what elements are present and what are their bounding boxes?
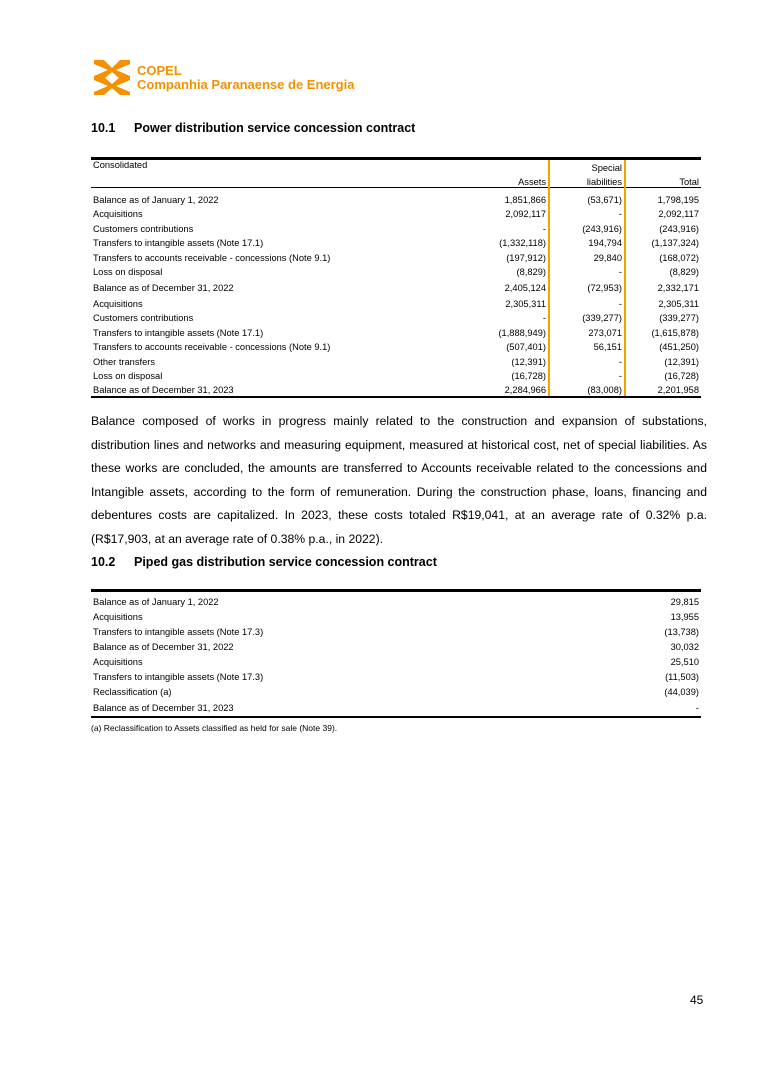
table-cell: (339,277) (549, 311, 625, 326)
table-cell: 56,151 (549, 340, 625, 355)
table-row (91, 610, 701, 625)
table-cell: (1,332,118) (481, 236, 549, 251)
table-cell: - (549, 265, 625, 280)
table-cell: 2,305,311 (658, 298, 699, 309)
table-cell: (11,503) (665, 672, 699, 682)
table-cell: - (481, 311, 549, 326)
table-cell: 2,332,171 (657, 283, 699, 293)
table-cell: (1,615,878) (651, 327, 699, 338)
table-row (91, 384, 701, 397)
table-cell: (8,829) (669, 267, 699, 278)
table-cell: Loss on disposal (93, 371, 163, 382)
table-cell: (168,072) (659, 252, 699, 263)
table-cell: Transfers to intangible assets (Note 17.3) (93, 627, 264, 637)
company-short-name: COPEL (137, 63, 182, 78)
table-row (91, 625, 701, 640)
table-row (91, 355, 701, 370)
brand-name (137, 64, 354, 92)
table-cell: (507,401) (481, 340, 549, 355)
section-heading-10-2 (91, 555, 437, 569)
table-row (91, 595, 701, 610)
table-cell: Acquisitions (93, 298, 143, 309)
table-cell: (44,039) (664, 687, 699, 697)
header-special-line2: liabilities (549, 173, 625, 188)
page-number: 45 (690, 993, 704, 1007)
table-cell: 2,092,117 (481, 207, 549, 222)
header-total: Total (625, 173, 701, 188)
copel-logo-icon (94, 60, 130, 95)
table-cell: (16,728) (481, 369, 549, 384)
table-cell: Balance as of January 1, 2022 (93, 194, 219, 205)
table-cell: Customers contributions (93, 223, 194, 234)
table-cell: (72,953) (549, 280, 625, 297)
table-cell: Balance as of December 31, 2023 (91, 700, 621, 717)
table-cell: 1,798,195 (657, 194, 699, 205)
power-distribution-table (91, 157, 701, 398)
piped-gas-table (91, 589, 701, 718)
table-cell: Transfers to intangible assets (Note 17.1) (93, 238, 264, 249)
table-header-row-2 (91, 173, 701, 188)
table-cell: Transfers to accounts receivable - concessions (Note 9.1) (93, 342, 331, 353)
table-cell: Balance as of December 31, 2023 (91, 384, 481, 397)
footnote: (a) Reclassification to Assets classified as held for sale (Note 39). (91, 723, 338, 733)
company-full-name: Companhia Paranaense de Energia (137, 77, 355, 92)
table-row (91, 265, 701, 280)
table-row (91, 685, 701, 700)
section-number: 10.2 (91, 555, 116, 569)
table-cell: 2,405,124 (481, 280, 549, 297)
table-cell: Loss on disposal (93, 267, 163, 278)
section-title: Piped gas distribution service concession contract (134, 555, 437, 569)
table-row (91, 297, 701, 312)
table-cell: 2,305,311 (481, 297, 549, 312)
table-cell: Customers contributions (93, 313, 194, 324)
table-cell: Balance as of December 31, 2022 (93, 642, 234, 652)
table-cell: (83,008) (549, 384, 625, 397)
table-row (91, 700, 701, 717)
table-cell: Balance as of December 31, 2022 (93, 283, 234, 293)
table-row (91, 326, 701, 341)
table-cell: (1,888,949) (481, 326, 549, 341)
header-special-line1: Special (549, 159, 625, 174)
table-cell: (1,137,324) (651, 238, 699, 249)
table-row (91, 280, 701, 297)
table-cell: Transfers to intangible assets (Note 17.3) (93, 672, 264, 682)
table-row (91, 222, 701, 237)
table-cell: 29,840 (549, 251, 625, 266)
table-cell: - (481, 222, 549, 237)
table-row (91, 311, 701, 326)
table-row (91, 251, 701, 266)
header-assets: Assets (481, 173, 549, 188)
table-cell: (243,916) (549, 222, 625, 237)
table-cell: 2,092,117 (658, 209, 699, 220)
table-row (91, 655, 701, 670)
table-cell: - (549, 297, 625, 312)
table-row (91, 640, 701, 655)
table-cell: (12,391) (481, 355, 549, 370)
table-cell: (451,250) (659, 342, 699, 353)
table-cell: - (549, 369, 625, 384)
section-title: Power distribution service concession contract (134, 121, 416, 135)
table-cell: (339,277) (659, 313, 699, 324)
table-cell: Acquisitions (93, 612, 143, 622)
table-row (91, 670, 701, 685)
table-cell: 2,201,958 (625, 384, 701, 397)
table-cell: Acquisitions (93, 657, 143, 667)
table-cell: Acquisitions (93, 209, 143, 220)
table-cell: 273,071 (549, 326, 625, 341)
table-cell: Other transfers (93, 356, 156, 367)
table-cell: 30,032 (670, 642, 699, 652)
table-cell: 2,284,966 (481, 384, 549, 397)
section-number: 10.1 (91, 121, 116, 135)
table-cell: (12,391) (664, 356, 699, 367)
table-cell: (197,912) (481, 251, 549, 266)
table-cell: 1,851,866 (481, 193, 549, 208)
section-heading-10-1 (91, 121, 415, 135)
header-consolidated: Consolidated (93, 160, 148, 170)
table-row (91, 236, 701, 251)
table-cell: (13,738) (664, 627, 699, 637)
table-cell: (243,916) (659, 223, 699, 234)
table-cell: Balance as of January 1, 2022 (93, 597, 219, 607)
table-cell: 194,794 (549, 236, 625, 251)
table-cell: 25,510 (670, 657, 699, 667)
table-cell: (53,671) (549, 193, 625, 208)
table-cell: Reclassification (a) (93, 687, 172, 697)
table-header-row (91, 159, 701, 174)
table-cell: - (621, 700, 701, 717)
table-cell: 13,955 (670, 612, 699, 622)
table-row (91, 369, 701, 384)
table-cell: (16,728) (664, 371, 699, 382)
body-paragraph: Balance composed of works in progress mainly related to the construction and expansion of substations, distribution lines and networks and measuring equipment, measured at historical cost, net of special liabilities. As these works are concluded, the amounts are transferred to Accounts receivable related to the concessions and Intangible assets, according to the form of remuneration. During the construction phase, loans, financing and debentures costs are capitalized. In 2023, these costs totaled R$19,041, at an average rate of 0.32% p.a. (R$17,903, at an average rate of 0.38% p.a., in 2022). (91, 414, 707, 546)
table-cell: - (549, 207, 625, 222)
table-cell: (8,829) (481, 265, 549, 280)
table-row (91, 193, 701, 208)
table-cell: Transfers to accounts receivable - concessions (Note 9.1) (93, 252, 331, 263)
table-cell: Transfers to intangible assets (Note 17.1) (93, 327, 264, 338)
table-row (91, 340, 701, 355)
table-cell: 29,815 (670, 597, 699, 607)
table-row (91, 207, 701, 222)
table-cell: - (549, 355, 625, 370)
